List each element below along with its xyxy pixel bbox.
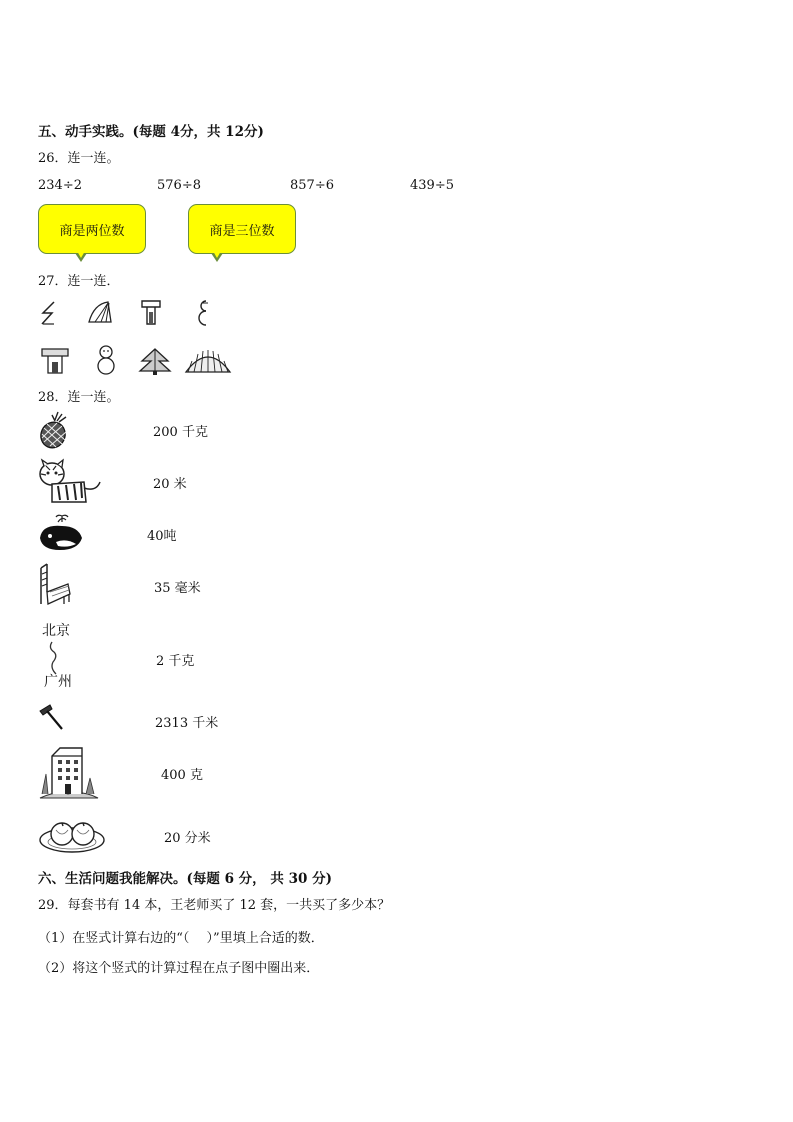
q28-value-5: 2 千克	[156, 654, 195, 669]
partial-snowman-icon	[194, 298, 214, 328]
q27-prompt: 27．连一连．	[38, 274, 120, 289]
pineapple-icon	[38, 410, 72, 450]
bubble-tail	[211, 253, 223, 262]
q28-value-8: 20 分米	[164, 831, 211, 846]
q28-value-2: 20 米	[153, 477, 187, 492]
partial-umbrella-icon	[86, 300, 114, 326]
snowman-icon	[94, 344, 118, 376]
section5-heading: 五、动手实践。(每题 4分，共 12分)	[38, 124, 264, 140]
q29-part-1: （1）在竖式计算右边的“（ ）”里填上合适的数．	[38, 931, 324, 946]
map-label-beijing: 北京	[42, 623, 70, 639]
q28-value-7: 400 克	[161, 768, 203, 783]
umbrella-icon	[184, 348, 232, 374]
bubble-three-digit-quotient	[188, 204, 296, 254]
expression-3: 857÷6	[290, 178, 334, 193]
nail-icon	[38, 703, 66, 731]
bubble-three-digit-label: 商是三位数	[209, 223, 275, 239]
fruit-plate-icon	[38, 814, 108, 856]
expression-2: 576÷8	[157, 178, 201, 193]
tiger-icon	[38, 458, 104, 508]
q28-value-6: 2313 千米	[155, 716, 219, 731]
q29-prompt: 29．每套书有 14 本，王老师买了 12 套，一共买了多少本？	[38, 898, 391, 913]
q28-value-4: 35 毫米	[154, 581, 201, 596]
tree-icon	[138, 347, 172, 375]
q26-prompt: 26．连一连。	[38, 151, 120, 166]
q28-prompt: 28．连一连。	[38, 390, 120, 405]
map-label-guangzhou: 广州	[44, 674, 72, 690]
map-route-icon	[46, 640, 72, 676]
partial-house-icon	[140, 298, 162, 326]
expression-4: 439÷5	[410, 178, 454, 193]
whale-icon	[38, 514, 86, 552]
section6-heading: 六、生活问题我能解决。(每题 6 分， 共 30 分)	[38, 871, 332, 887]
bubble-tail	[75, 253, 87, 262]
partial-tree-icon	[38, 300, 60, 326]
bubble-two-digit-quotient	[38, 204, 146, 254]
q28-value-3: 40吨	[147, 529, 177, 544]
house-icon	[40, 345, 70, 375]
expression-1: 234÷2	[38, 178, 82, 193]
building-icon	[38, 744, 100, 800]
bubble-two-digit-label: 商是两位数	[59, 223, 125, 239]
q28-value-1: 200 千克	[153, 425, 208, 440]
bed-icon	[38, 562, 72, 606]
q29-part-2: （2）将这个竖式的计算过程在点子图中圈出来．	[38, 961, 320, 976]
